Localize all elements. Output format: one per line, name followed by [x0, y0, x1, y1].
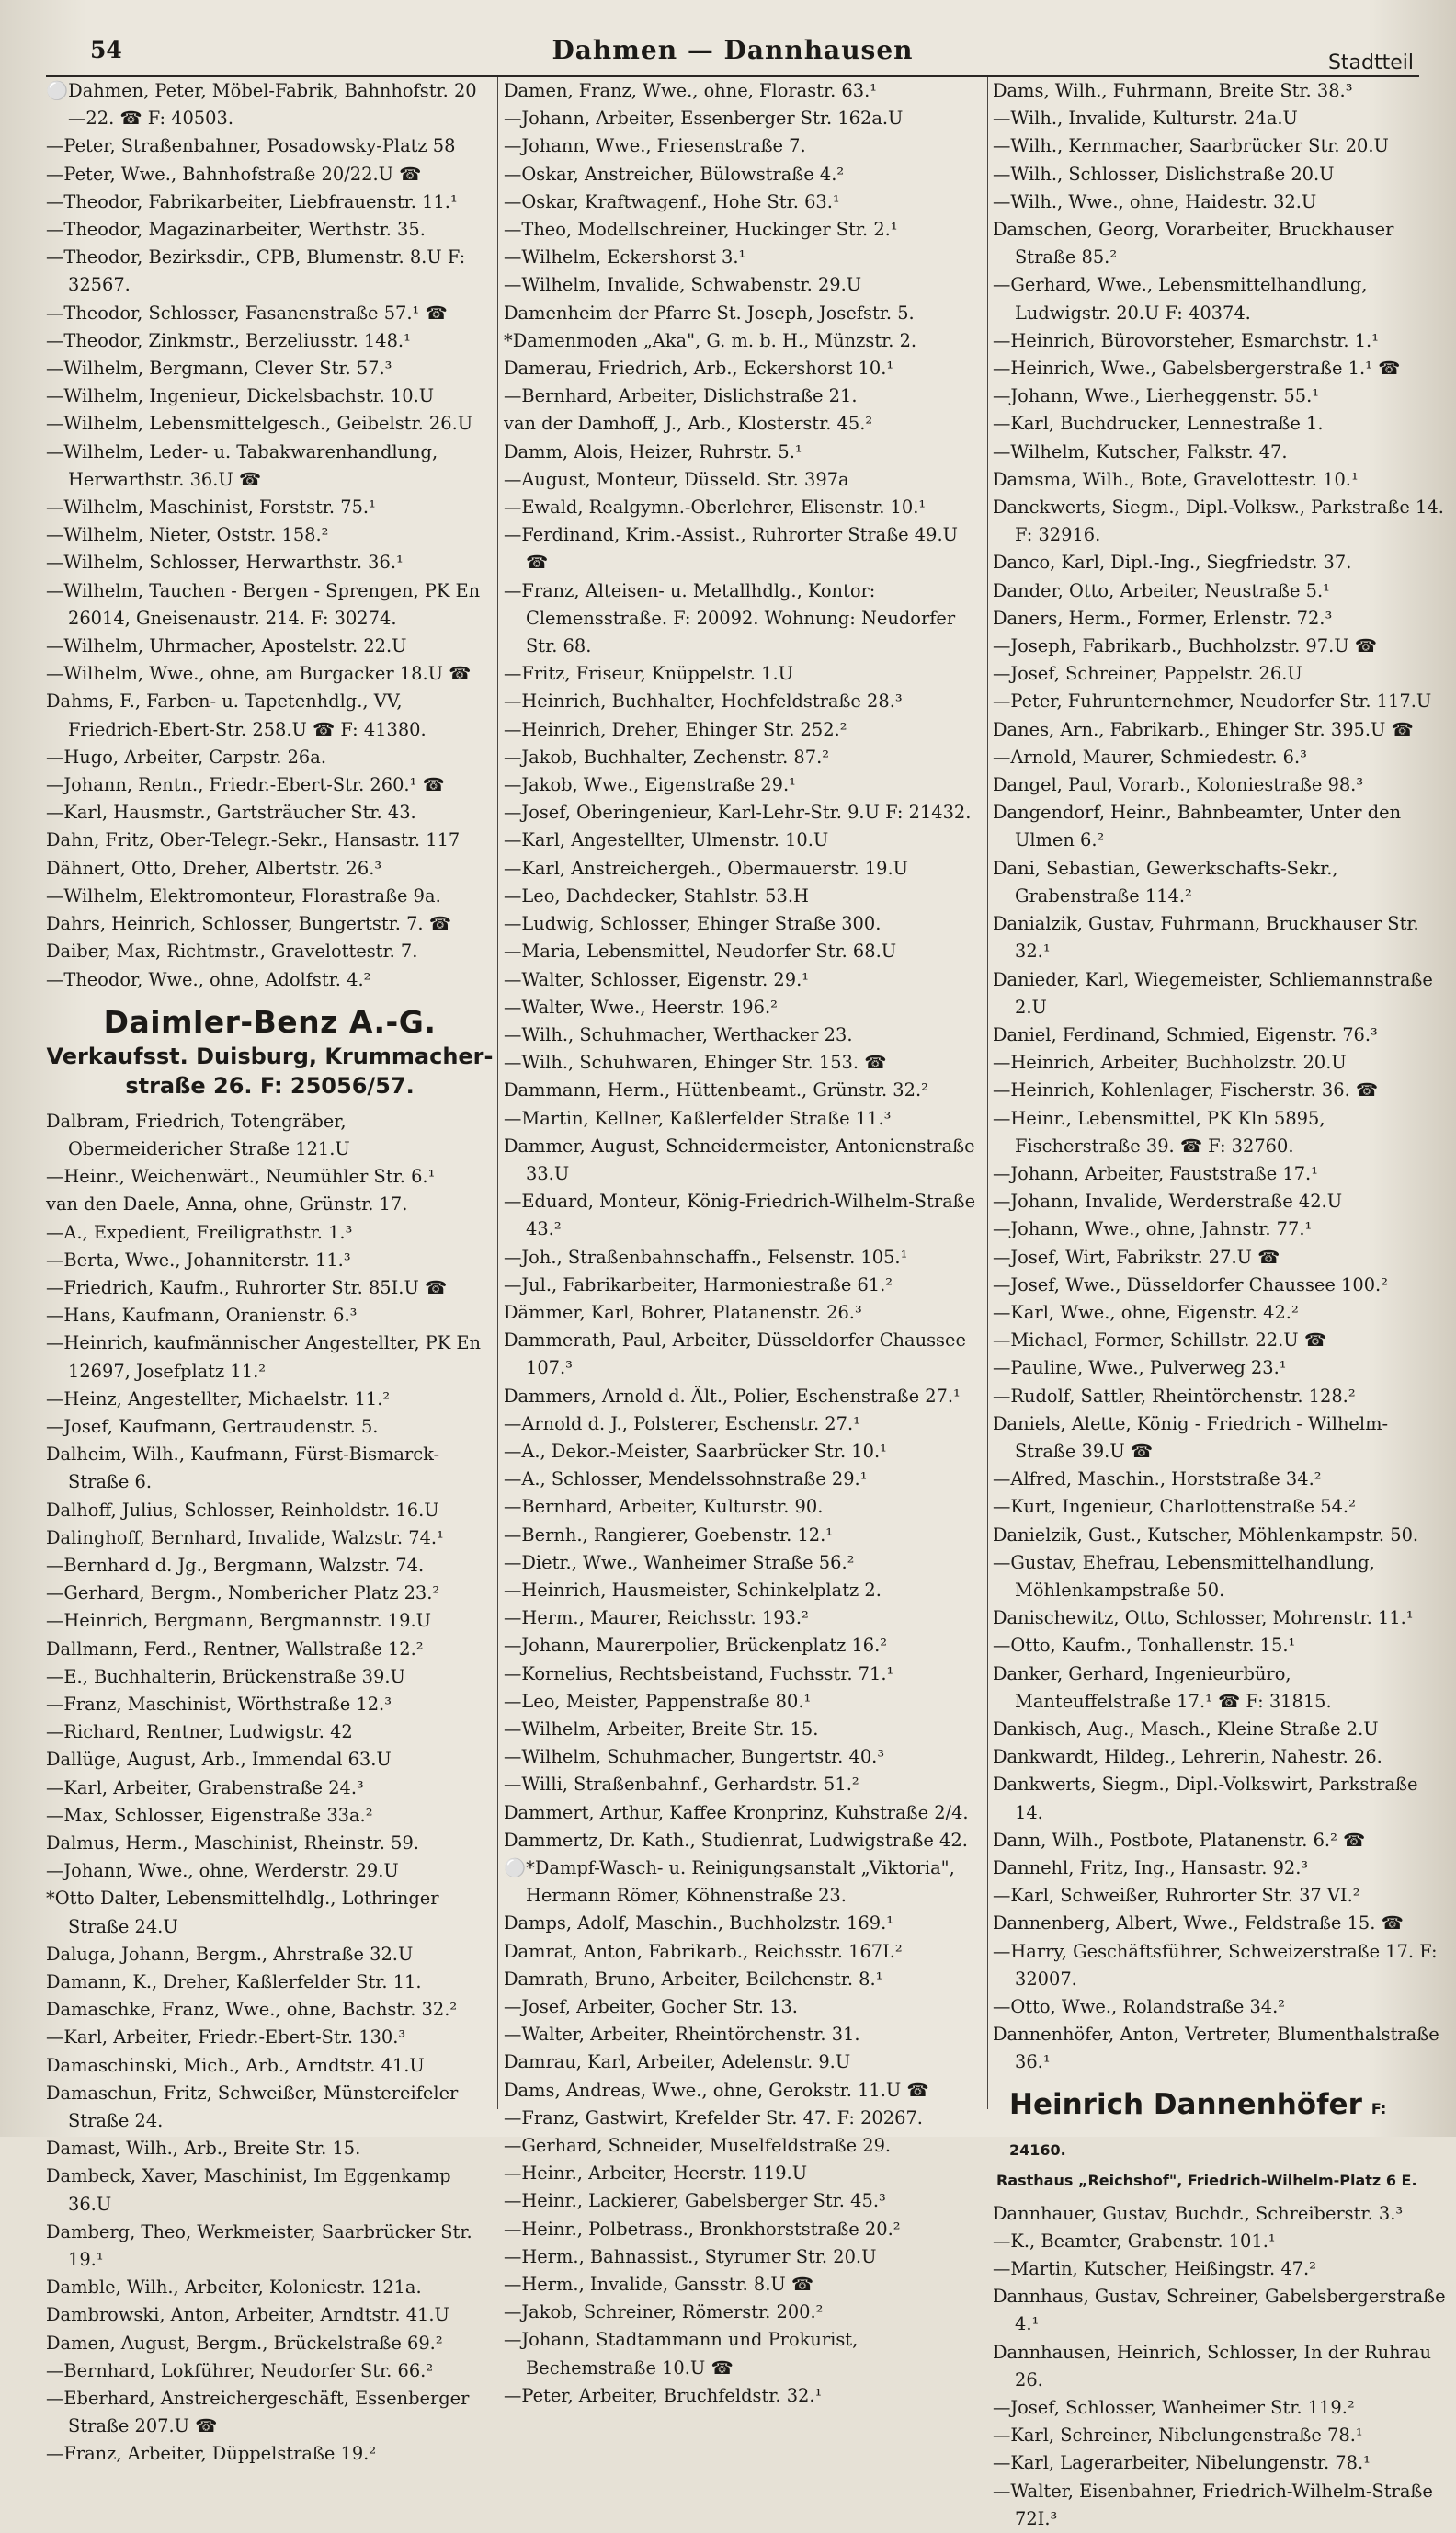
directory-entry: Dannhausen, Heinrich, Schlosser, In der Ruhrau 26.: [993, 2341, 1431, 2390]
directory-entry: —Karl, Angestellter, Ulmenstr. 10.U: [504, 829, 829, 851]
directory-entry: —Franz, Maschinist, Wörthstraße 12.³: [46, 1693, 392, 1715]
directory-entry: —Theodor, Wwe., ohne, Adolfstr. 4.²: [46, 968, 371, 990]
directory-entry: —Walter, Eisenbahner, Friedrich-Wilhelm-Straße 72I.³: [993, 2480, 1433, 2529]
directory-entry: —Karl, Schweißer, Ruhrorter Str. 37 VI.²: [993, 1885, 1360, 1907]
directory-entry: —A., Dekor.-Meister, Saarbrücker Str. 10.¹: [504, 1440, 887, 1462]
directory-entry: —Gerhard, Schneider, Muselfeldstraße 29.: [504, 2135, 892, 2157]
directory-entry: —Wilhelm, Tauchen - Bergen - Sprengen, PK En 26014, Gneisenaustr. 214. F: 30274.: [46, 579, 481, 629]
directory-entry: —Heinrich, Wwe., Gabelsbergerstraße 1.¹ ☎: [993, 358, 1401, 380]
directory-entry: —Oskar, Anstreicher, Bülowstraße 4.²: [504, 163, 845, 185]
directory-entry: —Franz, Arbeiter, Düppelstraße 19.²: [46, 2443, 377, 2465]
directory-entry: Dann, Wilh., Postbote, Platanenstr. 6.² ☎: [993, 1829, 1366, 1851]
directory-entry: Damrath, Bruno, Arbeiter, Beilchenstr. 8.¹: [504, 1968, 883, 1990]
directory-entry: —Otto, Kaufm., Tonhallenstr. 15.¹: [993, 1635, 1296, 1657]
directory-entry: Danco, Karl, Dipl.-Ing., Siegfriedstr. 37.: [993, 552, 1352, 574]
directory-entry: Danes, Arn., Fabrikarb., Ehinger Str. 395.U ☎: [993, 718, 1414, 740]
directory-entry: —Theodor, Schlosser, Fasanenstraße 57.¹ ☎: [46, 302, 448, 324]
directory-entry: —Wilhelm, Elektromonteur, Florastraße 9a.: [46, 884, 441, 907]
dannenhoefer-advertisement: [993, 2086, 1447, 2193]
directory-entry: —Alfred, Maschin., Horststraße 34.²: [993, 1468, 1322, 1490]
directory-entry: Dähnert, Otto, Dreher, Albertstr. 26.³: [46, 857, 382, 879]
directory-entry: —Wilhelm, Schuhmacher, Bungertstr. 40.³: [504, 1746, 885, 1768]
directory-entry: Damen, August, Bergm., Brückelstraße 69.²: [46, 2332, 443, 2354]
directory-entry: Damps, Adolf, Maschin., Buchholzstr. 169.¹: [504, 1912, 894, 1934]
directory-entry: —Hugo, Arbeiter, Carpstr. 26a.: [46, 746, 326, 768]
directory-entry: Dallüge, August, Arb., Immendal 63.U: [46, 1749, 392, 1771]
directory-entry: *Otto Dalter, Lebensmittelhdlg., Lothringer Straße 24.U: [46, 1888, 439, 1937]
ad-name-text: Heinrich Dannenhöfer: [1009, 2087, 1362, 2121]
directory-entry: —Walter, Wwe., Heerstr. 196.²: [504, 996, 778, 1018]
directory-entry: Damsma, Wilh., Bote, Gravelottestr. 10.¹: [993, 468, 1359, 490]
directory-entry: —Johann, Wwe., Friesenstraße 7.: [504, 135, 806, 157]
directory-entry: Damast, Wilh., Arb., Breite Str. 15.: [46, 2138, 361, 2160]
directory-entry: Dämmer, Karl, Bohrer, Platanenstr. 26.³: [504, 1301, 862, 1323]
directory-entry: —Michael, Former, Schillstr. 22.U ☎: [993, 1329, 1326, 1352]
directory-entry: —Walter, Arbeiter, Rheintörchenstr. 31.: [504, 2024, 860, 2046]
directory-entry: —Wilh., Schuhmacher, Werthacker 23.: [504, 1023, 853, 1045]
directory-entry: —Bernhard, Arbeiter, Kulturstr. 90.: [504, 1496, 824, 1518]
directory-entry: —Heinr., Polbetrass., Bronkhorststraße 20.²: [504, 2218, 901, 2240]
directory-entry: Dams, Wilh., Fuhrmann, Breite Str. 38.³: [993, 80, 1353, 101]
directory-entry: —Leo, Meister, Pappenstraße 80.¹: [504, 1690, 812, 1712]
directory-entry: —Heinrich, Hausmeister, Schinkelplatz 2.: [504, 1579, 882, 1601]
directory-entry: Dammerath, Paul, Arbeiter, Düsseldorfer Chaussee 107.³: [504, 1329, 966, 1379]
directory-entry: —Karl, Wwe., ohne, Eigenstr. 42.²: [993, 1301, 1299, 1323]
directory-entry: —Wilhelm, Leder- u. Tabakwarenhandlung, Herwarthstr. 36.U ☎: [46, 440, 438, 490]
directory-entry: Damerau, Friedrich, Arb., Eckershorst 10.¹: [504, 358, 894, 380]
directory-entry: —Josef, Schlosser, Wanheimer Str. 119.²: [993, 2397, 1355, 2419]
directory-entry: —A., Expedient, Freiligrathstr. 1.³: [46, 1221, 353, 1243]
directory-entry: Dankwardt, Hildeg., Lehrerin, Nahestr. 26.: [993, 1746, 1382, 1768]
column-rule-left: [497, 77, 498, 2109]
directory-entry: ⚪Dahmen, Peter, Möbel-Fabrik, Bahnhofstr. 20—22. ☎ F: 40503.: [46, 80, 477, 130]
directory-entry: —Berta, Wwe., Johanniterstr. 11.³: [46, 1249, 351, 1271]
directory-entry: —Joh., Straßenbahnschaffn., Felsenstr. 105.¹: [504, 1246, 908, 1268]
directory-entry: Dannenberg, Albert, Wwe., Feldstraße 15. ☎: [993, 1912, 1404, 1934]
directory-entry: —Karl, Buchdrucker, Lennestraße 1.: [993, 413, 1324, 435]
directory-entry: —Peter, Wwe., Bahnhofstraße 20/22.U ☎: [46, 163, 422, 185]
ad-address-line-2: straße 26. F: 25056/57.: [125, 1072, 415, 1099]
directory-entry: Dalbram, Friedrich, Totengräber, Obermeidericher Straße 121.U: [46, 1110, 350, 1159]
directory-entry: —Walter, Schlosser, Eigenstr. 29.¹: [504, 968, 810, 990]
directory-entry: —Heinr., Weichenwärt., Neumühler Str. 6.¹: [46, 1166, 436, 1188]
directory-entry: —Johann, Wwe., ohne, Werderstr. 29.U: [46, 1860, 399, 1882]
column-1-entries-bottom: [46, 1108, 494, 2469]
directory-entry: Dankisch, Aug., Masch., Kleine Straße 2.U: [993, 1717, 1379, 1740]
directory-entry: Dalhoff, Julius, Schlosser, Reinholdstr. 16.U: [46, 1499, 439, 1521]
directory-entry: —Johann, Wwe., ohne, Jahnstr. 77.¹: [993, 1218, 1313, 1240]
ad-name: [993, 2086, 1447, 2169]
directory-entry: Damble, Wilh., Arbeiter, Koloniestr. 121a.: [46, 2276, 422, 2299]
directory-entry: Dangel, Paul, Vorarb., Koloniestraße 98.³: [993, 774, 1364, 796]
directory-entry: Daniel, Ferdinand, Schmied, Eigenstr. 76.³: [993, 1023, 1378, 1045]
column-3: [993, 77, 1447, 2529]
column-2-entries: [504, 77, 984, 2410]
directory-entry: —Theodor, Bezirksdir., CPB, Blumenstr. 8.U F: 32567.: [46, 246, 466, 296]
directory-entry: Dalinghoff, Bernhard, Invalide, Walzstr. 74.¹: [46, 1526, 444, 1548]
directory-entry: —Martin, Kellner, Kaßlerfelder Straße 11.³: [504, 1107, 892, 1129]
directory-entry: —Heinr., Lackierer, Gabelsberger Str. 45.³: [504, 2190, 886, 2212]
directory-entry: —Heinrich, Dreher, Ehinger Str. 252.²: [504, 718, 847, 740]
column-1: [46, 77, 494, 2465]
directory-entry: —Arnold, Maurer, Schmiedestr. 6.³: [993, 746, 1307, 768]
directory-entry: —Dietr., Wwe., Wanheimer Straße 56.²: [504, 1551, 855, 1573]
directory-entry: —Otto, Wwe., Rolandstraße 34.²: [993, 1996, 1286, 2018]
directory-entry: —Josef, Arbeiter, Gocher Str. 13.: [504, 1996, 798, 2018]
directory-entry: —Maria, Lebensmittel, Neudorfer Str. 68.U: [504, 941, 897, 963]
page-number: 54: [90, 37, 122, 63]
directory-entry: —Joseph, Fabrikarb., Buchholzstr. 97.U ☎: [993, 635, 1377, 657]
directory-entry: —Heinz, Angestellter, Michaelstr. 11.²: [46, 1387, 391, 1409]
directory-entry: —Herm., Bahnassist., Styrumer Str. 20.U: [504, 2245, 877, 2267]
directory-entry: —Heinrich, Bürovorsteher, Esmarchstr. 1.¹: [993, 329, 1379, 351]
directory-entry: Danischewitz, Otto, Schlosser, Mohrenstr. 11.¹: [993, 1607, 1414, 1629]
directory-entry: —Peter, Fuhrunternehmer, Neudorfer Str. 117.U: [993, 690, 1432, 713]
directory-entry: Dahn, Fritz, Ober-Telegr.-Sekr., Hansastr. 117: [46, 829, 461, 851]
directory-entry: —Heinrich, Arbeiter, Buchholzstr. 20.U: [993, 1052, 1347, 1074]
directory-entry: Damrat, Anton, Fabrikarb., Reichsstr. 167I.²: [504, 1940, 903, 1962]
directory-entry: Damrau, Karl, Arbeiter, Adelenstr. 9.U: [504, 2051, 851, 2073]
directory-entry: Dalheim, Wilh., Kaufmann, Fürst-Bismarck-Straße 6.: [46, 1443, 440, 1493]
directory-entry: —Willi, Straßenbahnf., Gerhardstr. 51.²: [504, 1774, 859, 1796]
directory-entry: —Richard, Rentner, Ludwigstr. 42: [46, 1721, 353, 1743]
directory-entry: Dammann, Herm., Hüttenbeamt., Grünstr. 32.²: [504, 1079, 928, 1101]
directory-entry: —Eberhard, Anstreichergeschäft, Essenberger Straße 207.U ☎: [46, 2388, 470, 2437]
directory-entry: —Johann, Maurerpolier, Brückenplatz 16.²: [504, 1635, 888, 1657]
directory-entry: —Wilhelm, Uhrmacher, Apostelstr. 22.U: [46, 635, 407, 657]
directory-entry: Dahms, F., Farben- u. Tapetenhdlg., VV, Friedrich-Ebert-Str. 258.U ☎ F: 41380.: [46, 690, 427, 740]
directory-entry: Daluga, Johann, Bergm., Ahrstraße 32.U: [46, 1943, 414, 1965]
directory-entry: —Heinrich, Bergmann, Bergmannstr. 19.U: [46, 1610, 431, 1632]
directory-entry: —Martin, Kutscher, Heißingstr. 47.²: [993, 2258, 1316, 2280]
directory-entry: Danialzik, Gustav, Fuhrmann, Bruckhauser Str. 32.¹: [993, 913, 1419, 963]
directory-entry: Dallmann, Ferd., Rentner, Wallstraße 12.²: [46, 1637, 424, 1660]
ad-company-name: Daimler-Benz A.-G.: [103, 1003, 437, 1040]
directory-entry: —Theodor, Magazinarbeiter, Werthstr. 35.: [46, 219, 426, 241]
daimler-benz-advertisement: [46, 1003, 494, 1101]
directory-entry: Danker, Gerhard, Ingenieurbüro, Manteuffelstraße 17.¹ ☎ F: 31815.: [993, 1662, 1332, 1712]
directory-entry: —Theodor, Fabrikarbeiter, Liebfrauenstr. 11.¹: [46, 190, 458, 212]
directory-entry: —Jakob, Schreiner, Römerstr. 200.²: [504, 2301, 824, 2323]
directory-entry: —Josef, Wwe., Düsseldorfer Chaussee 100.²: [993, 1273, 1388, 1295]
directory-entry: Danieder, Karl, Wiegemeister, Schliemannstraße 2.U: [993, 968, 1433, 1018]
directory-entry: —Bernhard, Lokführer, Neudorfer Str. 66.²: [46, 2359, 434, 2381]
directory-entry: Dams, Andreas, Wwe., ohne, Gerokstr. 11.U ☎: [504, 2079, 929, 2101]
directory-entry: Damenheim der Pfarre St. Joseph, Josefstr. 5.: [504, 302, 915, 324]
ad-phone: F: 24160.: [1009, 2099, 1387, 2159]
directory-entry: —Wilhelm, Bergmann, Clever Str. 57.³: [46, 358, 392, 380]
directory-entry: —Heinrich, kaufmännischer Angestellter, PK En 12697, Josefplatz 11.²: [46, 1332, 481, 1382]
directory-entry: —Ewald, Realgymn.-Oberlehrer, Elisenstr. 10.¹: [504, 496, 927, 519]
column-1-entries-top: [46, 77, 494, 994]
directory-entry: Dani, Sebastian, Gewerkschafts-Sekr., Grabenstraße 114.²: [993, 857, 1338, 907]
column-2: [504, 77, 984, 2406]
directory-entry: —Karl, Hausmstr., Gartsträucher Str. 43.: [46, 802, 416, 824]
directory-entry: —Bernhard, Arbeiter, Dislichstraße 21.: [504, 385, 858, 407]
directory-entry: Dammert, Arthur, Kaffee Kronprinz, Kuhstraße 2/4.: [504, 1801, 969, 1823]
directory-entry: —Wilhelm, Invalide, Schwabenstr. 29.U: [504, 274, 862, 296]
directory-entry: —E., Buchhalterin, Brückenstraße 39.U: [46, 1665, 405, 1687]
directory-entry: —Wilhelm, Ingenieur, Dickelsbachstr. 10.U: [46, 385, 435, 407]
directory-entry: —Wilh., Schuhwaren, Ehinger Str. 153. ☎: [504, 1052, 887, 1074]
directory-entry: —Ferdinand, Krim.-Assist., Ruhrorter Straße 49.U ☎: [504, 524, 958, 574]
directory-entry: Damen, Franz, Wwe., ohne, Florastr. 63.¹: [504, 80, 878, 101]
directory-entry: —Johann, Rentn., Friedr.-Ebert-Str. 260.¹ ☎: [46, 774, 445, 796]
directory-entry: —Johann, Wwe., Lierheggenstr. 55.¹: [993, 385, 1320, 407]
directory-entry: Dangendorf, Heinr., Bahnbeamter, Unter den Ulmen 6.²: [993, 802, 1402, 851]
directory-entry: —Wilhelm, Wwe., ohne, am Burgacker 18.U ☎: [46, 663, 472, 685]
directory-entry: van den Daele, Anna, ohne, Grünstr. 17.: [46, 1193, 408, 1215]
column-3-entries-top: [993, 77, 1447, 2077]
directory-entry: —Peter, Straßenbahner, Posadowsky-Platz 58: [46, 135, 456, 157]
directory-entry: —Franz, Gastwirt, Krefelder Str. 47. F: 20267.: [504, 2106, 923, 2128]
directory-entry: Daniels, Alette, König - Friedrich - Wilhelm-Straße 39.U ☎: [993, 1412, 1389, 1462]
page-header: [46, 33, 1419, 77]
directory-entry: —Karl, Schreiner, Nibelungenstraße 78.¹: [993, 2425, 1363, 2447]
directory-entry: —Wilhelm, Schlosser, Herwarthstr. 36.¹: [46, 552, 404, 574]
directory-entry: Dammer, August, Schneidermeister, Antonienstraße 33.U: [504, 1135, 975, 1184]
directory-entry: —Friedrich, Kaufm., Ruhrorter Str. 85I.U ☎: [46, 1276, 448, 1298]
directory-entry: —Leo, Dachdecker, Stahlstr. 53.H: [504, 884, 809, 907]
directory-entry: —Wilhelm, Maschinist, Forststr. 75.¹: [46, 496, 376, 519]
directory-entry: Danielzik, Gust., Kutscher, Möhlenkampstr. 50.: [993, 1523, 1419, 1546]
directory-entry: —Gustav, Ehefrau, Lebensmittelhandlung, Möhlenkampstraße 50.: [993, 1551, 1375, 1601]
directory-entry: —Jakob, Buchhalter, Zechenstr. 87.²: [504, 746, 830, 768]
directory-entry: —Kurt, Ingenieur, Charlottenstraße 54.²: [993, 1496, 1356, 1518]
district-label: Stadtteil: [1327, 51, 1414, 74]
directory-entry: Dannehl, Fritz, Ing., Hansastr. 92.³: [993, 1857, 1309, 1878]
directory-entry: —Johann, Stadtammann und Prokurist, Bechemstraße 10.U ☎: [504, 2329, 859, 2379]
directory-entry: —Josef, Kaufmann, Gertraudenstr. 5.: [46, 1415, 379, 1437]
directory-entry: —Gerhard, Bergm., Nombericher Platz 23.²: [46, 1582, 440, 1604]
directory-entry: —Gerhard, Wwe., Lebensmittelhandlung, Ludwigstr. 20.U F: 40374.: [993, 274, 1368, 324]
directory-entry: Dannhauer, Gustav, Buchdr., Schreiberstr. 3.³: [993, 2202, 1404, 2224]
ad-address-line-1: Verkaufsst. Duisburg, Krummacher-: [46, 1043, 494, 1069]
directory-entry: Dammers, Arnold d. Ält., Polier, Eschenstraße 27.¹: [504, 1385, 961, 1407]
directory-entry: —Heinr., Arbeiter, Heerstr. 119.U: [504, 2162, 808, 2185]
directory-entry: —Wilhelm, Lebensmittelgesch., Geibelstr. 26.U: [46, 413, 473, 435]
directory-entry: van der Damhoff, J., Arb., Klosterstr. 45.²: [504, 413, 873, 435]
directory-entry: Dambeck, Xaver, Maschinist, Im Eggenkamp 36.U: [46, 2165, 451, 2215]
directory-entry: —Eduard, Monteur, König-Friedrich-Wilhelm-Straße 43.²: [504, 1191, 976, 1240]
directory-entry: —Josef, Schreiner, Pappelstr. 26.U: [993, 663, 1302, 685]
directory-entry: *Damenmoden „Aka", G. m. b. H., Münzstr. 2.: [504, 329, 917, 351]
directory-entry: —Wilh., Schlosser, Dislichstraße 20.U: [993, 163, 1335, 185]
directory-entry: Daners, Herm., Former, Erlenstr. 72.³: [993, 607, 1333, 629]
directory-entry: Damaschinski, Mich., Arb., Arndtstr. 41.U: [46, 2054, 425, 2076]
directory-entry: —Johann, Invalide, Werderstraße 42.U: [993, 1191, 1343, 1213]
directory-entry: Dambrowski, Anton, Arbeiter, Arndtstr. 41.U: [46, 2304, 449, 2326]
directory-entry: —Jakob, Wwe., Eigenstraße 29.¹: [504, 774, 796, 796]
directory-entry: Dannhaus, Gustav, Schreiner, Gabelsbergerstraße 4.¹: [993, 2286, 1446, 2335]
directory-entry: Dankwerts, Siegm., Dipl.-Volkswirt, Parkstraße 14.: [993, 1774, 1418, 1823]
directory-entry: Damschen, Georg, Vorarbeiter, Bruckhauser Straße 85.²: [993, 219, 1394, 268]
directory-entry: —Arnold d. J., Polsterer, Eschenstr. 27.¹: [504, 1412, 860, 1434]
directory-entry: Dannenhöfer, Anton, Vertreter, Blumenthalstraße 36.¹: [993, 2024, 1439, 2073]
directory-entry: —Wilhelm, Nieter, Oststr. 158.²: [46, 524, 329, 546]
directory-entry: —Heinrich, Buchhalter, Hochfeldstraße 28.³: [504, 690, 903, 713]
directory-entry: —Peter, Arbeiter, Bruchfeldstr. 32.¹: [504, 2384, 823, 2406]
directory-entry: —Hans, Kaufmann, Oranienstr. 6.³: [46, 1305, 358, 1327]
directory-entry: —Karl, Arbeiter, Grabenstraße 24.³: [46, 1776, 364, 1798]
directory-entry: Damberg, Theo, Werkmeister, Saarbrücker Str. 19.¹: [46, 2220, 472, 2271]
directory-entry: —Wilh., Kernmacher, Saarbrücker Str. 20.U: [993, 135, 1389, 157]
directory-entry: —Wilh., Wwe., ohne, Haidestr. 32.U: [993, 190, 1317, 212]
directory-entry: —Herm., Invalide, Gansstr. 8.U ☎: [504, 2274, 814, 2296]
directory-entry: —Wilhelm, Arbeiter, Breite Str. 15.: [504, 1717, 819, 1740]
directory-entry: —Bernhard d. Jg., Bergmann, Walzstr. 74.: [46, 1554, 425, 1576]
directory-entry: —Karl, Lagerarbeiter, Nibelungenstr. 78.¹: [993, 2452, 1371, 2474]
directory-entry: —Josef, Oberingenieur, Karl-Lehr-Str. 9.U F: 21432.: [504, 802, 972, 824]
directory-entry: —Ludwig, Schlosser, Ehinger Straße 300.: [504, 913, 882, 935]
directory-entry: —August, Monteur, Düsseld. Str. 397a: [504, 468, 849, 490]
directory-entry: Dalmus, Herm., Maschinist, Rheinstr. 59.: [46, 1831, 419, 1854]
directory-entry: —Fritz, Friseur, Knüppelstr. 1.U: [504, 663, 793, 685]
directory-entry: —Heinr., Lebensmittel, PK Kln 5895, Fischerstraße 39. ☎ F: 32760.: [993, 1107, 1325, 1157]
directory-entry: —Josef, Wirt, Fabrikstr. 27.U ☎: [993, 1246, 1280, 1268]
directory-entry: —Jul., Fabrikarbeiter, Harmoniestraße 61.²: [504, 1273, 893, 1295]
directory-entry: —Karl, Arbeiter, Friedr.-Ebert-Str. 130.³: [46, 2026, 406, 2048]
directory-entry: Dander, Otto, Arbeiter, Neustraße 5.¹: [993, 579, 1330, 601]
directory-entry: Dammertz, Dr. Kath., Studienrat, Ludwigstraße 42.: [504, 1829, 968, 1851]
directory-entry: Damm, Alois, Heizer, Ruhrstr. 5.¹: [504, 440, 802, 462]
directory-entry: Damann, K., Dreher, Kaßlerfelder Str. 11.: [46, 1971, 422, 1992]
directory-entry: —Franz, Alteisen- u. Metallhdlg., Kontor: Clemensstraße. F: 20092. Wohnung: Neudorfer Str. 68.: [504, 579, 956, 657]
directory-entry: —Johann, Arbeiter, Fauststraße 17.¹: [993, 1162, 1318, 1184]
directory-entry: —Pauline, Wwe., Pulverweg 23.¹: [993, 1357, 1287, 1379]
directory-entry: —Wilh., Invalide, Kulturstr. 24a.U: [993, 108, 1298, 130]
directory-entry: —Theodor, Zinkmstr., Berzeliusstr. 148.¹: [46, 329, 411, 351]
directory-entry: ⚪*Dampf-Wasch- u. Reinigungsanstalt „Viktoria", Hermann Römer, Köhnenstraße 23.: [504, 1857, 955, 1907]
column-rule-right: [987, 77, 988, 2109]
directory-entry: —Johann, Arbeiter, Essenberger Str. 162a.U: [504, 108, 904, 130]
directory-entry: —Theo, Modellschreiner, Huckinger Str. 2.¹: [504, 219, 898, 241]
directory-entry: —A., Schlosser, Mendelssohnstraße 29.¹: [504, 1468, 868, 1490]
directory-entry: —Herm., Maurer, Reichsstr. 193.²: [504, 1607, 809, 1629]
directory-entry: Danckwerts, Siegm., Dipl.-Volksw., Parkstraße 14. F: 32916.: [993, 496, 1444, 546]
directory-entry: —Karl, Anstreichergeh., Obermauerstr. 19.U: [504, 857, 908, 879]
page-title: Dahmen — Dannhausen: [552, 35, 914, 65]
column-3-entries-bottom: [993, 2200, 1447, 2533]
directory-entry: —Wilhelm, Eckershorst 3.¹: [504, 246, 746, 268]
directory-entry: Dahrs, Heinrich, Schlosser, Bungertstr. 7. ☎: [46, 913, 451, 935]
directory-entry: —Rudolf, Sattler, Rheintörchenstr. 128.²: [993, 1385, 1356, 1407]
directory-entry: Daiber, Max, Richtmstr., Gravelottestr. 7.: [46, 941, 418, 963]
directory-entry: —Wilhelm, Kutscher, Falkstr. 47.: [993, 440, 1288, 462]
directory-entry: —K., Beamter, Grabenstr. 101.¹: [993, 2230, 1276, 2252]
directory-entry: —Bernh., Rangierer, Goebenstr. 12.¹: [504, 1523, 834, 1546]
directory-entry: —Heinrich, Kohlenlager, Fischerstr. 36. ☎: [993, 1079, 1379, 1101]
directory-entry: —Kornelius, Rechtsbeistand, Fuchsstr. 71.¹: [504, 1662, 894, 1684]
directory-entry: Damaschke, Franz, Wwe., ohne, Bachstr. 32.²: [46, 1999, 458, 2021]
ad-address: Rasthaus „Reichshof", Friedrich-Wilhelm-Platz 6 E.: [996, 2171, 1417, 2189]
directory-entry: —Max, Schlosser, Eigenstraße 33a.²: [46, 1804, 373, 1826]
directory-entry: —Harry, Geschäftsführer, Schweizerstraße 17. F: 32007.: [993, 1940, 1438, 1990]
directory-entry: —Oskar, Kraftwagenf., Hohe Str. 63.¹: [504, 190, 840, 212]
directory-entry: Damaschun, Fritz, Schweißer, Münstereifeler Straße 24.: [46, 2082, 459, 2132]
